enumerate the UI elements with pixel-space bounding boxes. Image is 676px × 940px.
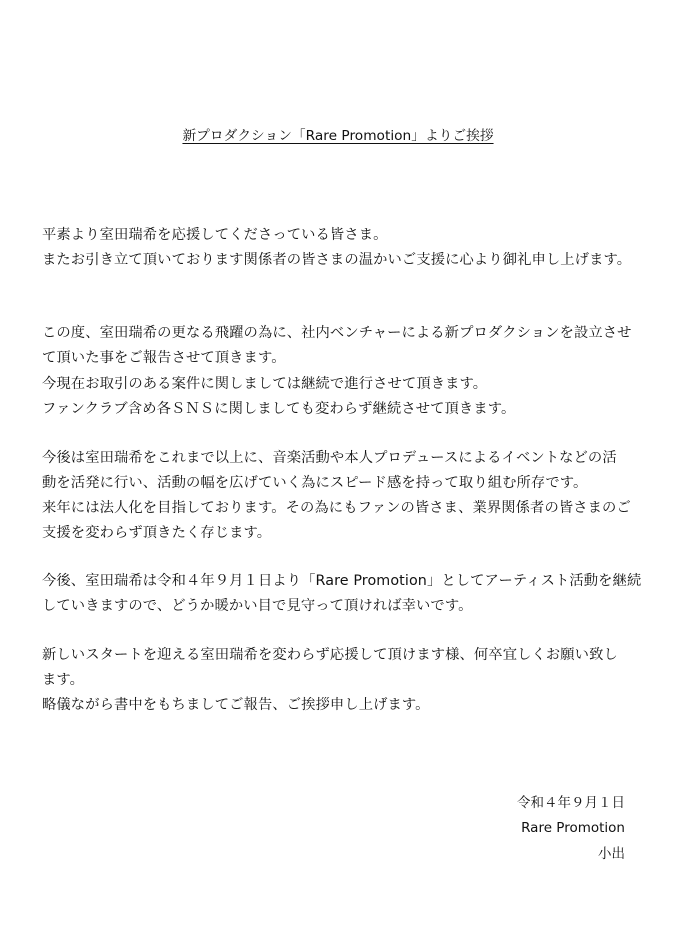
announcement-line-3: 今現在お取引のある案件に関しましては継続で進行させて頂きます。: [42, 376, 488, 392]
plans-line-1: 今後は室田瑞希をこれまで以上に、音楽活動や本人プロデュースによるイベントなどの活: [42, 450, 617, 466]
announcement-line-2: て頂いた事をご報告させて頂きます。: [42, 350, 286, 366]
activity-line-2: していきますので、どうか暖かい目で見守って頂ければ幸いです。: [42, 598, 473, 614]
plans-line-3: 来年には法人化を目指しております。その為にもファンの皆さま、業界関係者の皆さまのご: [42, 500, 631, 516]
signature-name: 小出: [598, 846, 625, 862]
closing-line-3: 略儀ながら書中をもちましてご報告、ご挨拶申し上げます。: [42, 697, 430, 713]
announcement-line-4: ファンクラブ含め各ＳＮＳに関しましても変わらず継続させて頂きます。: [42, 401, 516, 417]
closing-line-2: ます。: [42, 672, 85, 688]
greeting-line-1: 平素より室田瑞希を応援してくださっている皆さま。: [42, 227, 388, 243]
closing-line-1: 新しいスタートを迎える室田瑞希を変わらず応援して頂けます様、何卒宜しくお願い致し: [42, 647, 618, 663]
signature-date: 令和４年９月１日: [517, 795, 625, 811]
signature-company: Rare Promotion: [521, 820, 625, 836]
plans-line-2: 動を活発に行い、活動の幅を広げていく為にスピード感を持って取り組む所存です。: [42, 475, 588, 491]
activity-line-1: 今後、室田瑞希は令和４年９月１日より「Rare Promotion」としてアーティスト活動を継続: [42, 573, 642, 589]
announcement-line-1: この度、室田瑞希の更なる飛躍の為に、社内ベンチャーによる新プロダクションを設立させ: [42, 325, 632, 341]
page-title: 新プロダクション「Rare Promotion」よりご挨拶: [182, 128, 494, 144]
plans-line-4: 支援を変わらず頂きたく存じます。: [42, 525, 272, 541]
greeting-line-2: またお引き立て頂いております関係者の皆さまの温かいご支援に心より御礼申し上げます。: [42, 252, 632, 268]
